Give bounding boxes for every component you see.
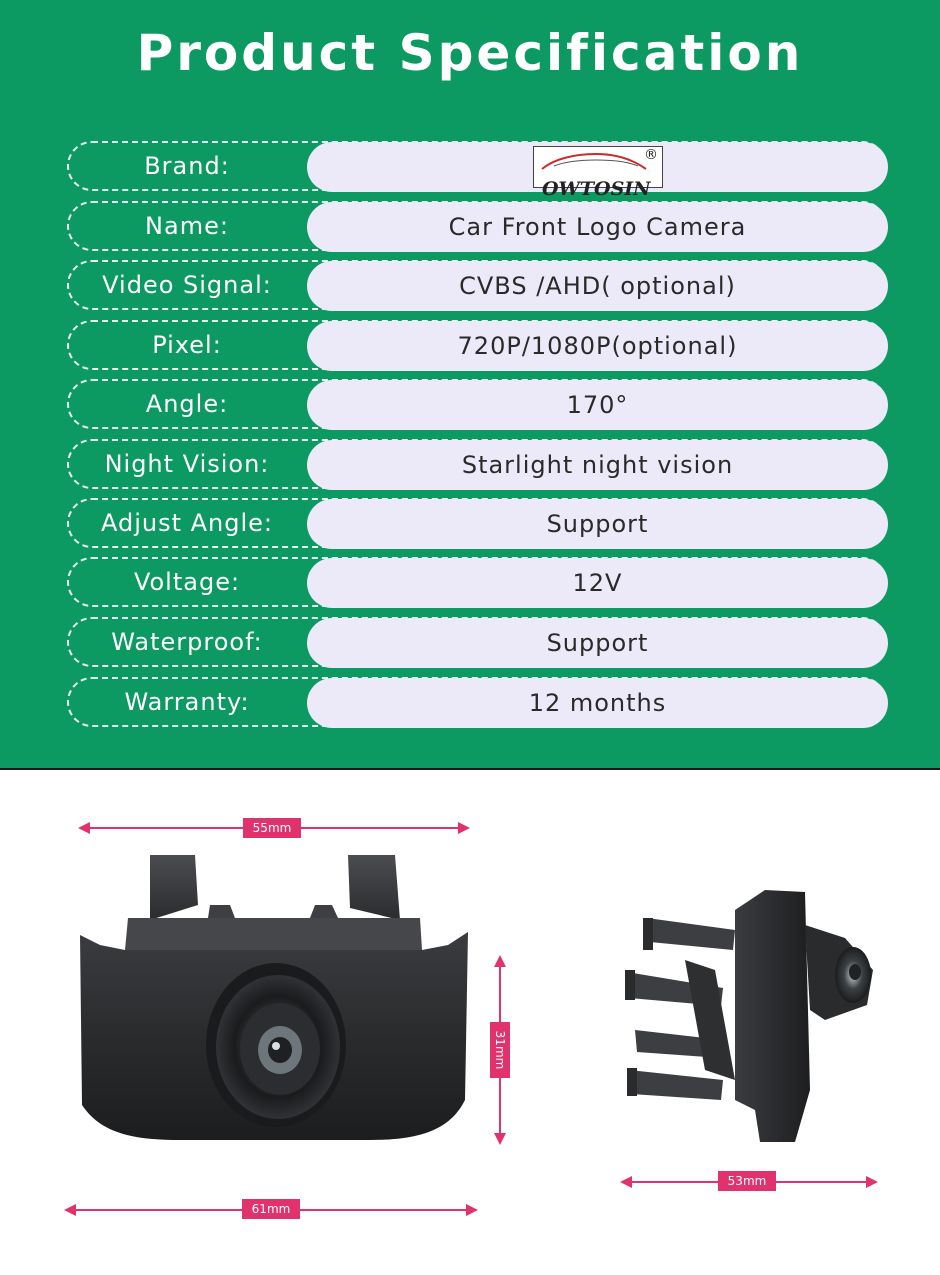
spec-row-angle xyxy=(67,379,887,429)
arrow-right-icon xyxy=(466,1204,478,1216)
spec-row-warranty xyxy=(67,677,887,727)
spec-label: Video Signal: xyxy=(102,271,272,299)
spec-value: 170° xyxy=(307,380,888,430)
dimension-label: 53mm xyxy=(718,1171,776,1191)
registered-mark: ® xyxy=(644,147,659,163)
spec-label: Voltage: xyxy=(133,568,241,596)
spec-label: Angle: xyxy=(145,390,229,418)
spec-value: Support xyxy=(307,499,888,549)
spec-row-brand xyxy=(67,141,887,200)
camera-side-view xyxy=(615,880,885,1150)
arrow-down-icon xyxy=(494,1133,506,1145)
dimension-label: 31mm xyxy=(493,1030,507,1070)
spec-row-voltage xyxy=(67,557,887,607)
spec-value: CVBS /AHD( optional) xyxy=(307,261,888,311)
arrow-right-icon xyxy=(866,1176,878,1188)
spec-row-video-signal xyxy=(67,260,887,310)
dimension-label-vertical xyxy=(490,1022,510,1078)
dimension-label: 55mm xyxy=(243,818,301,838)
spec-value: 12V xyxy=(307,558,888,608)
spec-label: Brand: xyxy=(144,152,230,180)
spec-value: 12 months xyxy=(307,678,888,728)
brand-logo xyxy=(533,146,663,200)
spec-row-waterproof xyxy=(67,617,887,667)
spec-label: Warranty: xyxy=(124,688,250,716)
spec-row-night-vision xyxy=(67,439,887,489)
camera-front-view xyxy=(70,850,480,1150)
spec-row-name xyxy=(67,201,887,251)
spec-label: Name: xyxy=(145,212,229,240)
spec-label: Waterproof: xyxy=(111,628,263,656)
spec-value-pill xyxy=(307,142,888,200)
brand-logo-text: OWTOSIN xyxy=(542,178,651,200)
spec-row-adjust-angle xyxy=(67,498,887,548)
spec-value: Car Front Logo Camera xyxy=(307,202,888,252)
spec-label: Pixel: xyxy=(152,331,222,359)
spec-label: Adjust Angle: xyxy=(100,509,274,537)
page-title: Product Specification xyxy=(136,24,804,82)
spec-value: Support xyxy=(307,618,888,668)
arrow-right-icon xyxy=(458,822,470,834)
dimension-label: 61mm xyxy=(242,1199,300,1219)
section-divider xyxy=(0,768,940,770)
spec-row-pixel xyxy=(67,320,887,370)
spec-value: 720P/1080P(optional) xyxy=(307,321,888,371)
spec-label: Night Vision: xyxy=(104,450,270,478)
spec-value: Starlight night vision xyxy=(307,440,888,490)
